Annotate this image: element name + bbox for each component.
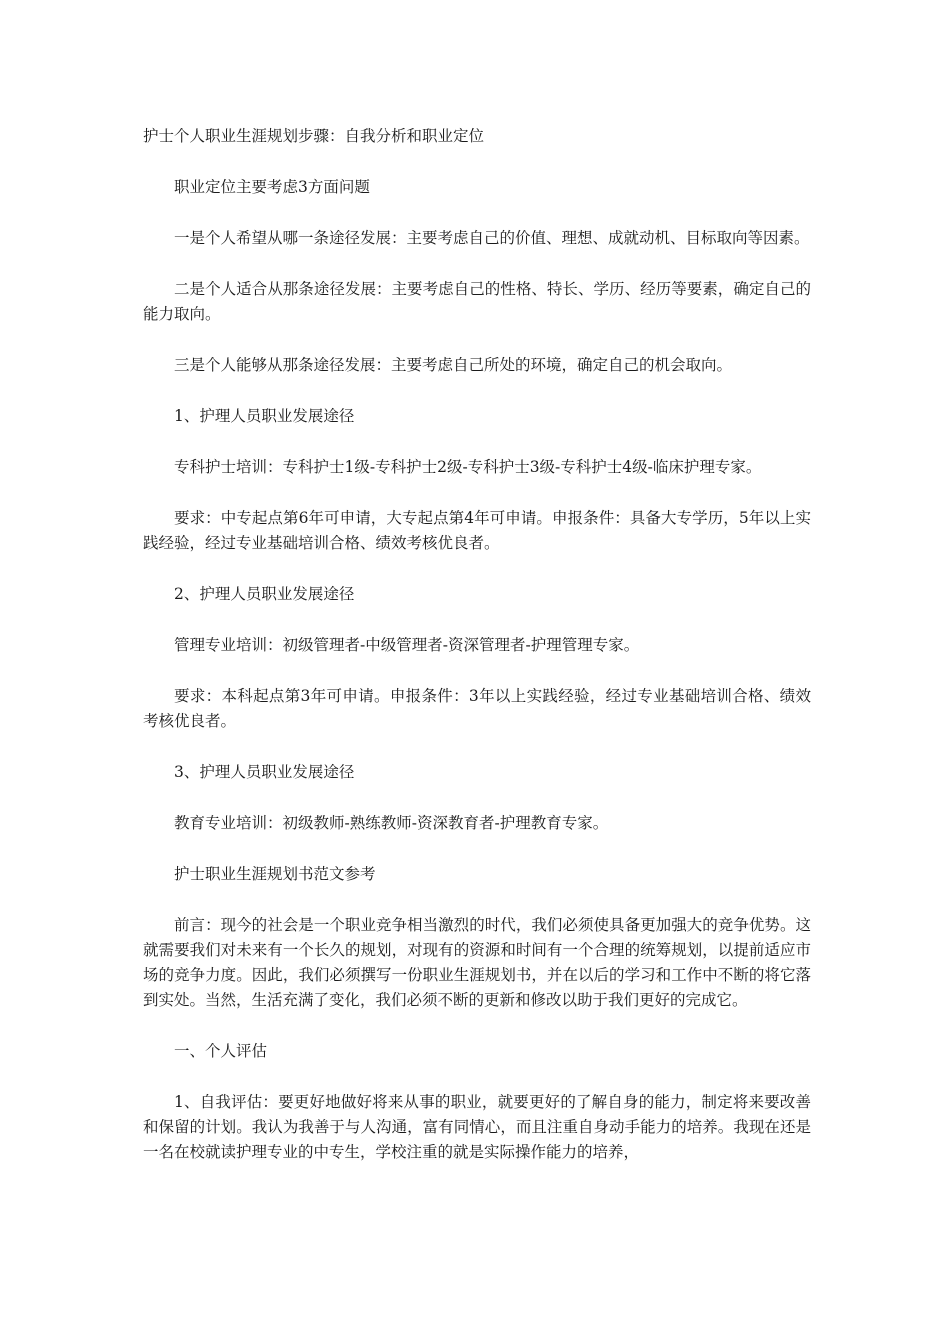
paragraph: 二是个人适合从那条途径发展：主要考虑自己的性格、特长、学历、经历等要素，确定自己的能力取向。 (143, 280, 811, 323)
paragraph: 教育专业培训：初级教师-熟练教师-资深教育者-护理教育专家。 (174, 814, 609, 832)
paragraph: 要求：中专起点第6年可申请，大专起点第4年可申请。申报条件：具备大专学历，5年以上实践经验，经过专业基础培训合格、绩效考核优良者。 (143, 509, 811, 552)
paragraph: 前言：现今的社会是一个职业竞争相当激烈的时代，我们必须使具备更加强大的竞争优势。这就需要我们对未来有一个长久的规划，对现有的资源和时间有一个合理的统筹规划，以提前适应市场的竞争力度。因此，我们必须撰写一份职业生涯规划书，并在以后的学习和工作中不断的将它落到实处。当然，生活充满了变化，我们必须不断的更新和修改以助于我们更好的完成它。 (143, 916, 811, 1009)
section-heading: 护士职业生涯规划书范文参考 (174, 865, 376, 883)
section-heading: 1、护理人员职业发展途径 (174, 407, 355, 425)
section-heading: 3、护理人员职业发展途径 (174, 763, 355, 781)
document-title: 护士个人职业生涯规划步骤：自我分析和职业定位 (143, 127, 485, 145)
paragraph: 要求：本科起点第3年可申请。申报条件：3年以上实践经验，经过专业基础培训合格、绩效考核优良者。 (143, 687, 811, 730)
paragraph: 职业定位主要考虑3方面问题 (174, 178, 370, 196)
section-heading: 一、个人评估 (174, 1042, 268, 1060)
section-heading: 2、护理人员职业发展途径 (174, 585, 355, 603)
paragraph: 专科护士培训：专科护士1级-专科护士2级-专科护士3级-专科护士4级-临床护理专家。 (174, 458, 762, 476)
paragraph: 三是个人能够从那条途径发展：主要考虑自己所处的环境，确定自己的机会取向。 (174, 356, 733, 374)
paragraph: 一是个人希望从哪一条途径发展：主要考虑自己的价值、理想、成就动机、目标取向等因素。 (174, 229, 810, 247)
paragraph: 1、自我评估：要更好地做好将来从事的职业，就要更好的了解自身的能力，制定将来要改善和保留的计划。我认为我善于与人沟通，富有同情心，而且注重自身动手能力的培养。我现在还是一名在校就读护理专业的中专生，学校注重的就是实际操作能力的培养， (143, 1093, 811, 1161)
paragraph: 管理专业培训：初级管理者-中级管理者-资深管理者-护理管理专家。 (174, 636, 640, 654)
document-body (143, 124, 811, 1191)
